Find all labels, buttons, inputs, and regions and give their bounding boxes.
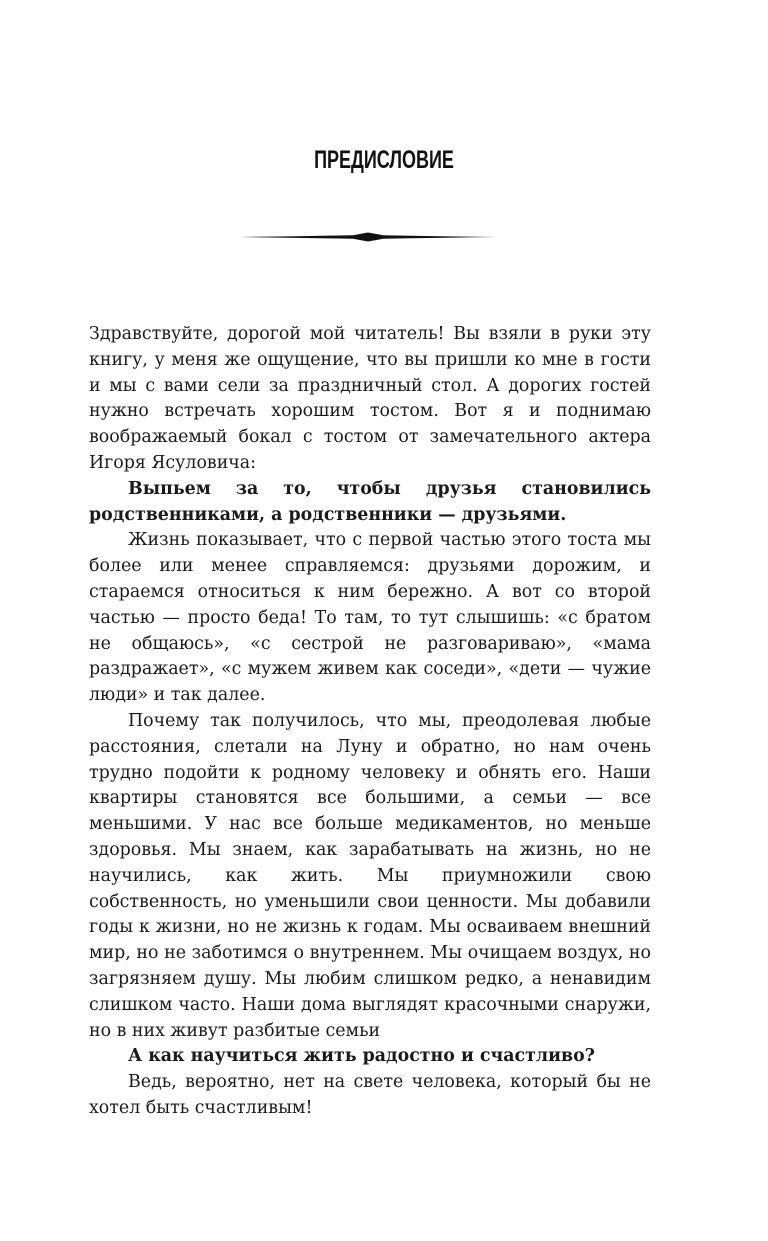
paragraph-closing: Ведь, вероятно, нет на свете человека, который бы не хотел быть счастливым!: [89, 1072, 651, 1118]
paragraph-life-shows: Жизнь показывает, что с первой частью этого тоста мы более или менее справляемся: друзьями дорожим, и стараемся относиться к ним бережно. А вот со второй частью — просто беда! То там, то тут слышишь: «с братом не общаюсь», «с сестрой не разговариваю», «мама раздражает», «с мужем живем как соседи», «дети — чужие люди» и так далее.: [89, 530, 651, 706]
title-divider-ornament: [238, 228, 498, 246]
paragraph-greeting: Здравствуйте, дорогой мой читатель! Вы взяли в руки эту книгу, у меня же ощущение, что вы пришли ко мне в гости и мы с вами сели за праздничный стол. А дорогих гостей нужно встречать хорошим тостом. Вот я и поднимаю воображаемый бокал с тостом от замечательного актера Игоря Ясуловича:: [89, 324, 651, 473]
chapter-title: ПРЕДИСЛОВИЕ: [314, 146, 454, 174]
paragraph-why: Почему так получилось, что мы, преодолевая любые расстояния, слетали на Луну и обратно, но нам очень трудно подойти к родному человеку и обнять его. Наши квартиры становятся все большими, а семьи — все меньшими. У нас все больше медикаментов, но меньше здоровья. Мы знаем, как зарабатывать на жизнь, но не научились, как жить. Мы приумножили свою собственность, но уменьшили свои ценности. Мы добавили годы к жизни, но не жизнь к годам. Мы осваиваем внешний мир, но не заботимся о внутреннем. Мы очищаем воздух, но загрязняем душу. Мы любим слишком редко, а ненавидим слишком часто. Наши дома выглядят красочными снаружи, но в них живут разбитые семьи: [89, 710, 651, 1041]
paragraph-toast: Выпьем за то, чтобы друзья становились родственниками, а родственники — друзьями.: [89, 478, 651, 525]
body-text: [89, 322, 651, 1122]
paragraph-question: А как научиться жить радостно и счастливо?: [128, 1046, 595, 1067]
